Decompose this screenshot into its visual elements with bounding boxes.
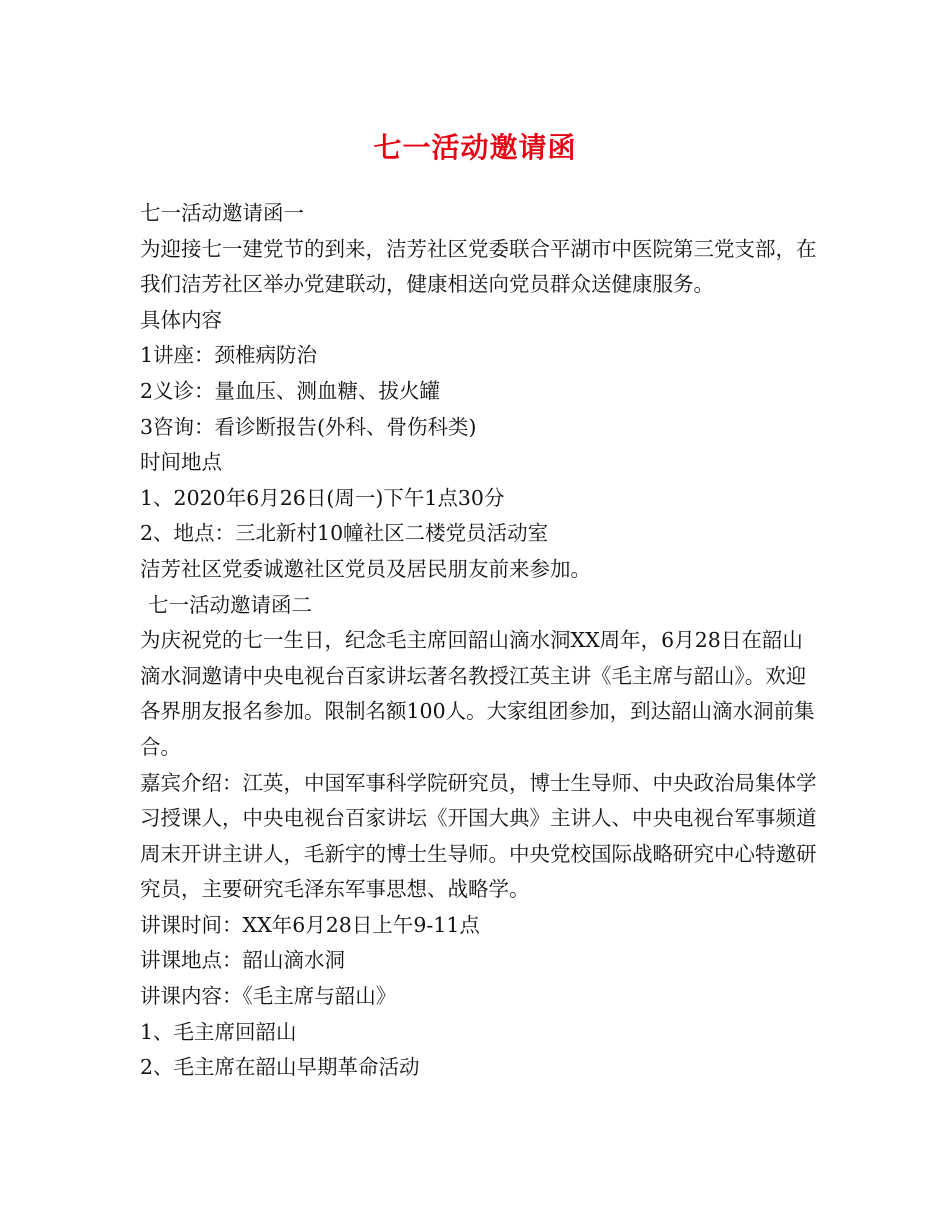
section-heading-content: 具体内容 xyxy=(140,307,222,332)
list-item: 2、地点：三北新村10幢社区二楼党员活动室 xyxy=(140,521,549,546)
lecture-place: 讲课地点：韶山滴水洞 xyxy=(140,948,345,973)
list-item: 3咨询：看诊断报告(外科、骨伤科类) xyxy=(140,414,477,439)
paragraph-closing-one: 洁芳社区党委诚邀社区党员及居民朋友前来参加。 xyxy=(140,556,591,581)
paragraph-guest-intro: 嘉宾介绍：江英，中国军事科学院研究员，博士生导师、中央政治局集体学习授课人，中央电视台百家讲坛《开国大典》主讲人、中央电视台军事频道周末开讲主讲人，毛新宇的博士生导师。中央党校国际战略研究中心特邀研究员，主要研究毛泽东军事思想、战略学。 xyxy=(140,770,817,902)
paragraph-intro-two: 为庆祝党的七一生日，纪念毛主席回韶山滴水洞XX周年，6月28日在韶山滴水洞邀请中央电视台百家讲坛著名教授江英主讲《毛主席与韶山》。欢迎各界朋友报名参加。限制名额100人。大家组团参加，到达韶山滴水洞前集合。 xyxy=(140,628,815,759)
lecture-time: 讲课时间：XX年6月28日上午9-11点 xyxy=(140,912,480,937)
list-item: 1、2020年6月26日(周一)下午1点30分 xyxy=(140,485,505,510)
list-item: 1讲座：颈椎病防治 xyxy=(140,343,318,368)
section-heading-invitation-one: 七一活动邀请函一 xyxy=(140,201,304,225)
document-title: 七一活动邀请函 xyxy=(373,131,577,164)
list-item: 2义诊：量血压、测血糖、拔火罐 xyxy=(140,378,441,403)
list-item: 2、毛主席在韶山早期革命活动 xyxy=(140,1055,420,1080)
lecture-content: 讲课内容：《毛主席与韶山》 xyxy=(140,984,397,1009)
section-heading-invitation-two: 七一活动邀请函二 xyxy=(148,592,312,617)
document-body xyxy=(140,196,820,1086)
list-item: 1、毛主席回韶山 xyxy=(140,1019,297,1044)
paragraph-intro-one: 为迎接七一建党节的到来，洁芳社区党委联合平湖市中医院第三党支部，在我们洁芳社区举办党建联动，健康相送向党员群众送健康服务。 xyxy=(140,236,817,297)
section-heading-time-place: 时间地点 xyxy=(140,450,222,475)
